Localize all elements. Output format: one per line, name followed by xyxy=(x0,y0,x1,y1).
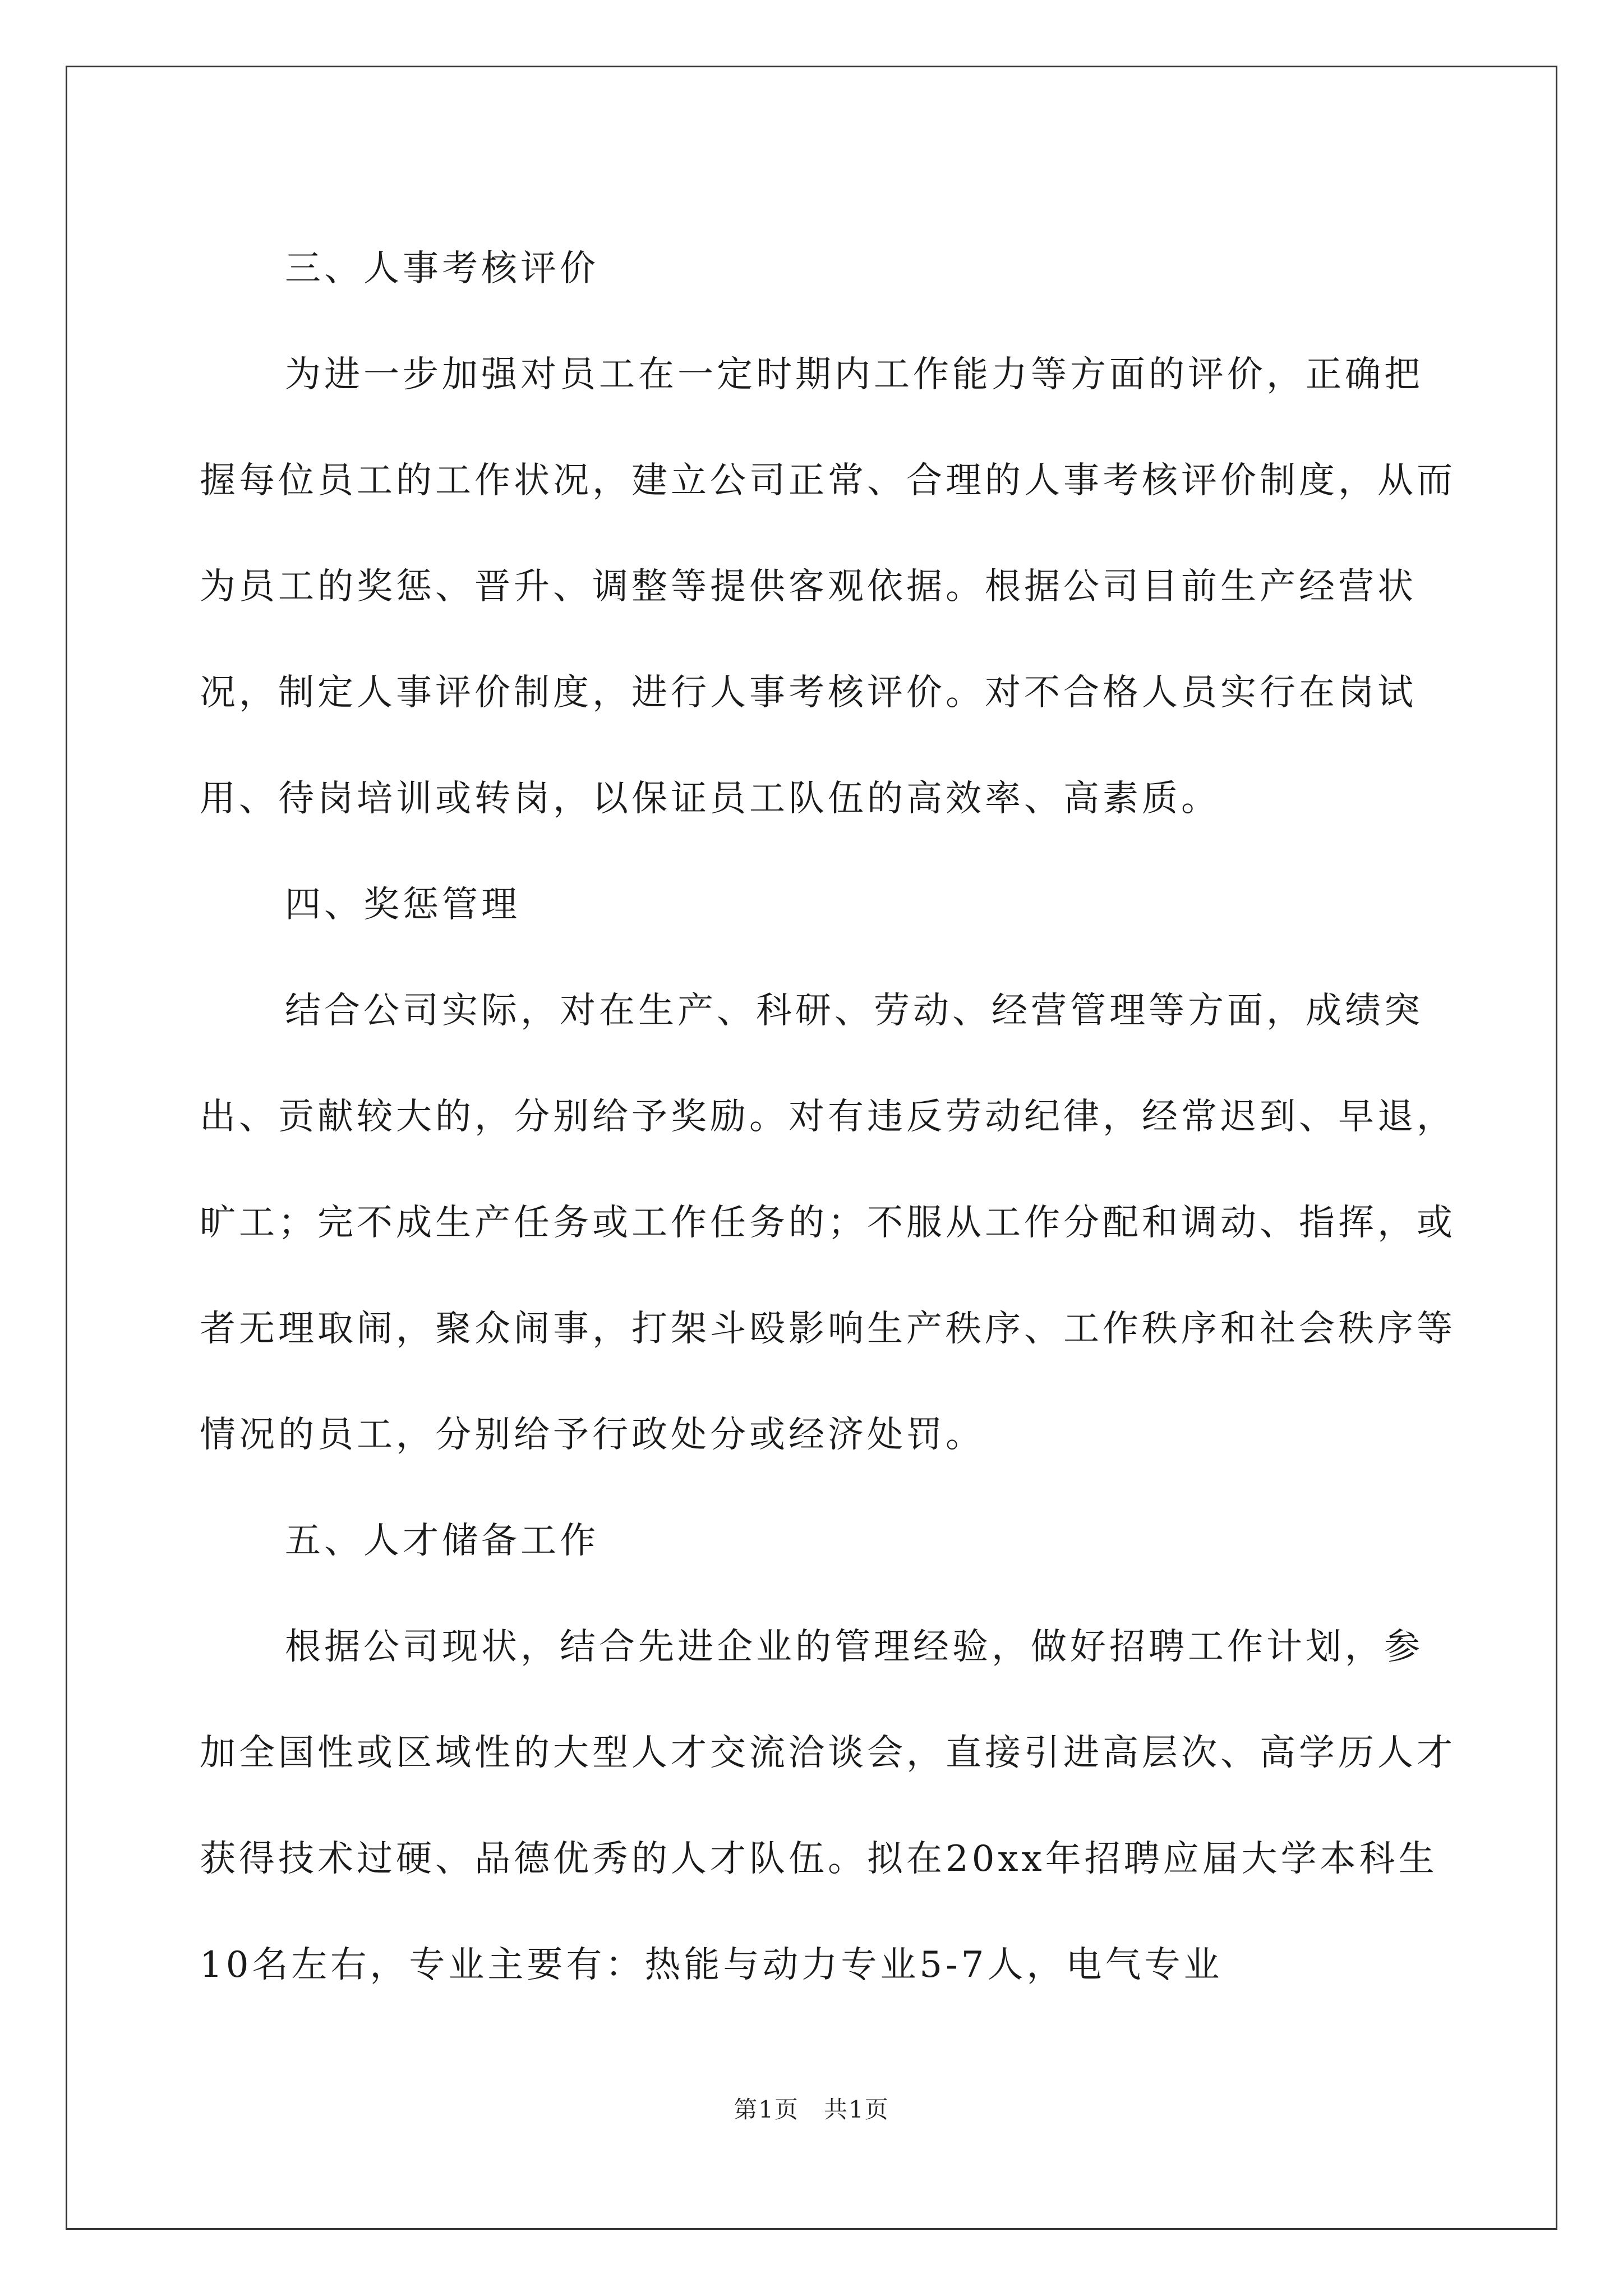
section-paragraph-4: 结合公司实际，对在生产、科研、劳动、经营管理等方面，成绩突出、贡献较大的，分别给予奖励。对有违反劳动纪律，经常迟到、早退，旷工；完不成生产任务或工作任务的；不服从工作分配和调动、指挥，或者无理取闹，聚众闹事，打架斗殴影响生产秩序、工作秩序和社会秩序等情况的员工，分别给予行政处分或经济处罚。 xyxy=(200,990,1456,1456)
section-paragraph-5: 根据公司现状，结合先进企业的管理经验，做好招聘工作计划，参加全国性或区域性的大型人才交流洽谈会，直接引进高层次、高学历人才获得技术过硬、品德优秀的人才队伍。拟在20xx年招聘应届大学本科生10名左右，专业主要有：热能与动力专业5-7人，电气专业 xyxy=(200,1626,1456,1986)
section-heading-3: 三、人事考核评价 xyxy=(285,248,599,289)
section-heading-5: 五、人才储备工作 xyxy=(285,1520,599,1562)
page-footer: 第1页 共1页 xyxy=(734,2096,889,2123)
section-heading-4: 四、奖惩管理 xyxy=(285,884,520,926)
section-paragraph-3: 为进一步加强对员工在一定时期内工作能力等方面的评价，正确把握每位员工的工作状况，建立公司正常、合理的人事考核评价制度，从而为员工的奖惩、晋升、调整等提供客观依据。根据公司目前生产经营状况，制定人事评价制度，进行人事考核评价。对不合格人员实行在岗试用、待岗培训或转岗，以保证员工队伍的高效率、高素质。 xyxy=(200,354,1456,820)
document-body xyxy=(200,216,1456,2018)
